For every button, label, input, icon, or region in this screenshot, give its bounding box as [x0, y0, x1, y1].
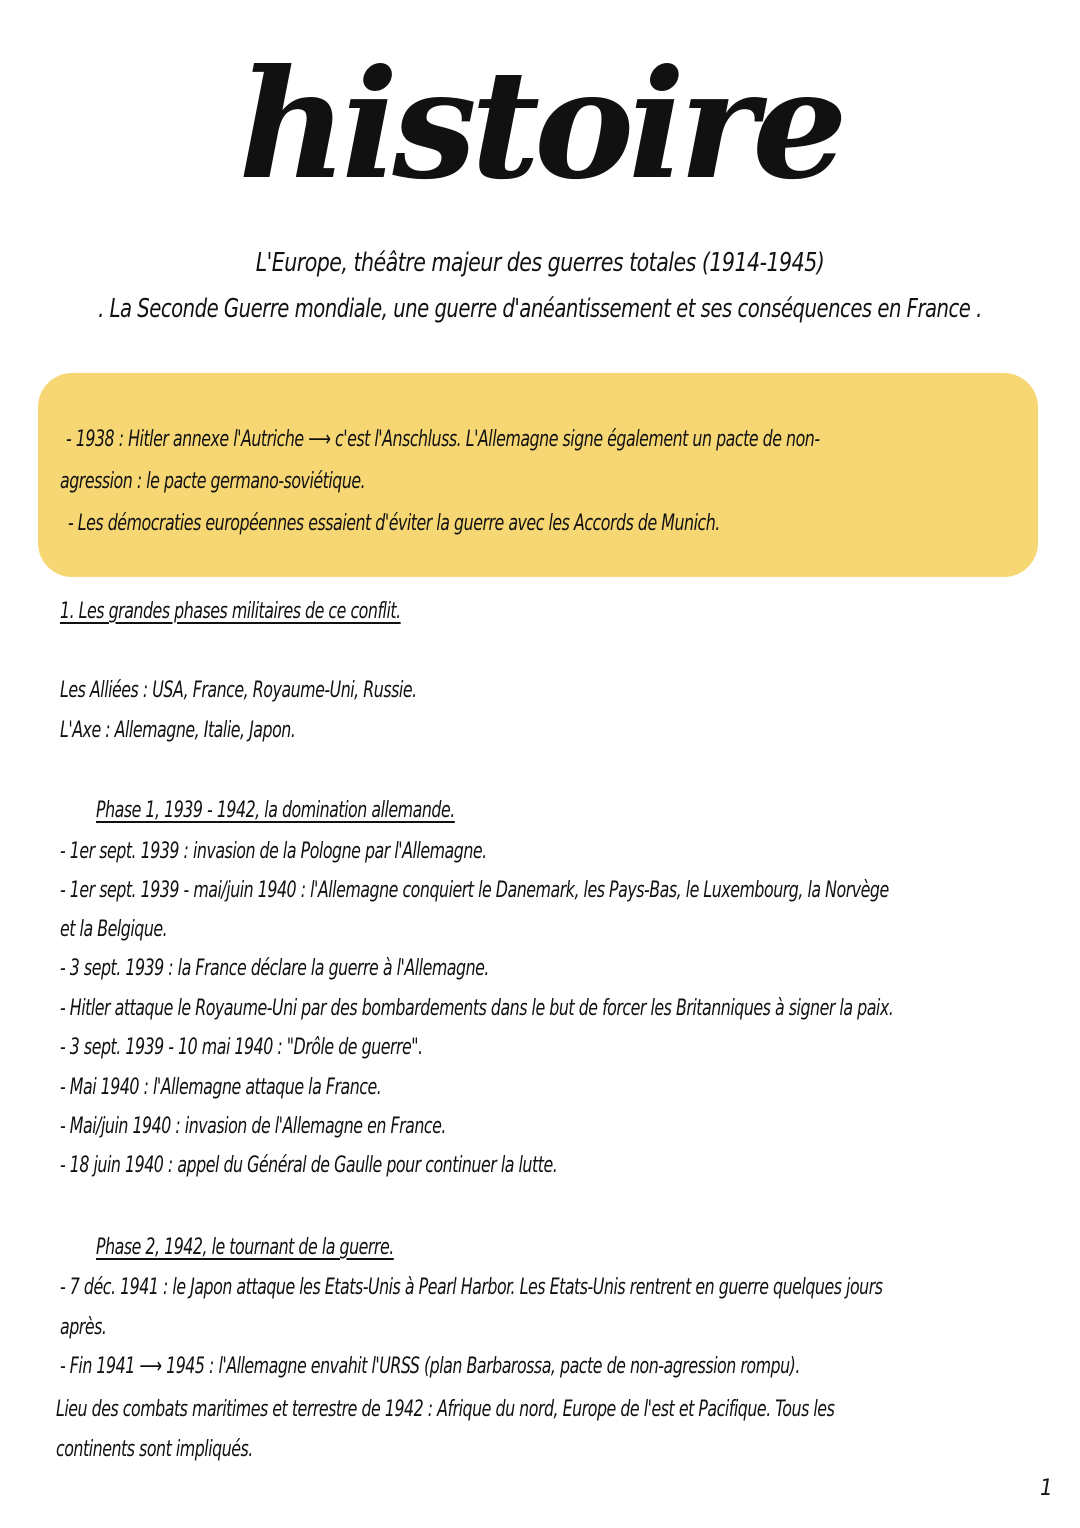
phase1-line: - 1er sept. 1939 : invasion de la Pologne par l'Allemagne.	[60, 839, 487, 864]
page-number: 1	[1040, 1476, 1052, 1501]
phase1-line: et la Belgique.	[60, 917, 168, 942]
callout-line: agression : le pacte germano-soviétique.	[60, 469, 366, 494]
chapter-title: . La Seconde Guerre mondiale, une guerre d'anéantissement et ses conséquences en France .	[98, 294, 982, 324]
allies-line: Les Alliées : USA, France, Royaume-Uni, Russie.	[60, 678, 417, 703]
phase2-line: continents sont impliqués.	[56, 1437, 253, 1462]
phase1-line: - 18 juin 1940 : appel du Général de Gaulle pour continuer la lutte.	[60, 1153, 558, 1178]
phase1-heading: Phase 1, 1939 - 1942, la domination allemande.	[96, 798, 455, 823]
callout-line: - Les démocraties européennes essaient d'éviter la guerre avec les Accords de Munich.	[68, 511, 720, 536]
axis-line: L'Axe : Allemagne, Italie, Japon.	[60, 718, 296, 743]
phase2-line: Lieu des combats maritimes et terrestre de 1942 : Afrique du nord, Europe de l'est et Pacifique. Tous les	[56, 1397, 835, 1422]
callout-line: - 1938 : Hitler annexe l'Autriche ⟶ c'est l'Anschluss. L'Allemagne signe également un pacte de non-	[66, 427, 820, 452]
phase2-heading: Phase 2, 1942, le tournant de la guerre.	[96, 1235, 394, 1260]
phase1-line: - 3 sept. 1939 : la France déclare la guerre à l'Allemagne.	[60, 956, 489, 981]
phase1-line: - Mai 1940 : l'Allemagne attaque la France.	[60, 1075, 382, 1100]
phase1-line: - Hitler attaque le Royaume-Uni par des bombardements dans le but de forcer les Britanniques à signer la paix.	[60, 996, 894, 1021]
callout-box	[38, 373, 1038, 577]
phase1-line: - Mai/juin 1940 : invasion de l'Allemagne en France.	[60, 1114, 446, 1139]
section-heading: 1. Les grandes phases militaires de ce conflit.	[60, 599, 401, 624]
phase1-line: - 3 sept. 1939 - 10 mai 1940 : "Drôle de guerre".	[60, 1035, 423, 1060]
phase2-line: - Fin 1941 ⟶ 1945 : l'Allemagne envahit l'URSS (plan Barbarossa, pacte de non-agression rompu).	[60, 1354, 800, 1379]
page-title: histoire	[238, 37, 842, 213]
phase1-line: - 1er sept. 1939 - mai/juin 1940 : l'Allemagne conquiert le Danemark, les Pays-Bas, le Luxembourg, la Norvège	[60, 878, 889, 903]
phase2-line: - 7 déc. 1941 : le Japon attaque les Etats-Unis à Pearl Harbor. Les Etats-Unis rentrent en guerre quelques jours	[60, 1275, 883, 1300]
phase2-line: après.	[60, 1315, 107, 1340]
subtitle: L'Europe, théâtre majeur des guerres totales (1914-1945)	[255, 248, 825, 278]
